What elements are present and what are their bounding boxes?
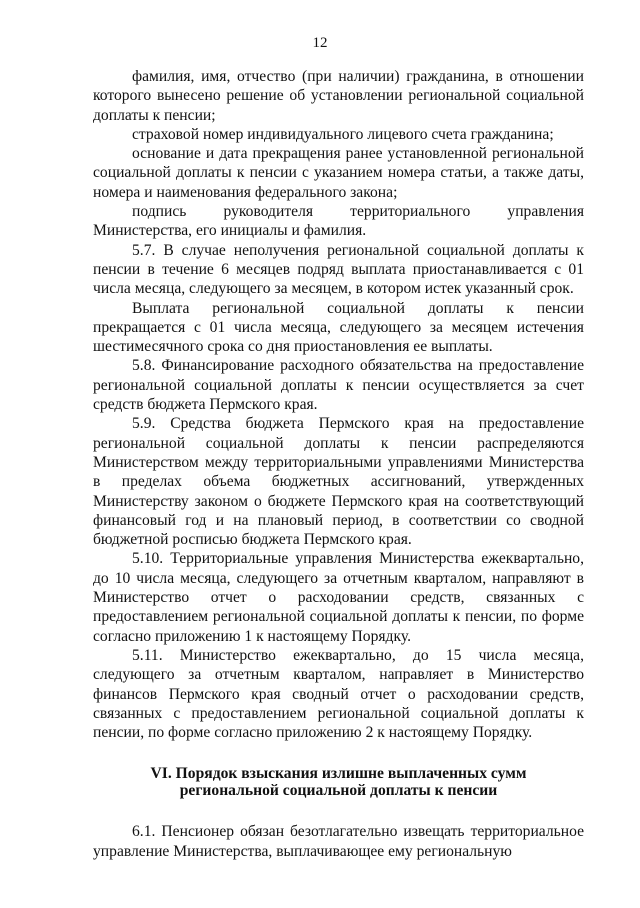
paragraph-6-1: 6.1. Пенсионер обязан безотлагательно извещать территориальное управление Министерства, выплачивающее ему региональную	[93, 823, 584, 860]
paragraph-5-8: 5.8. Финансирование расходного обязательства на предоставление региональной социальной доплаты к пенсии осуществляется за счет средств бюджета Пермского края.	[93, 357, 584, 414]
paragraph-signature: подпись руководителя территориального управления Министерства, его инициалы и фамилия.	[93, 203, 584, 240]
paragraph-insurance-number: страховой номер индивидуального лицевого счета гражданина;	[132, 125, 554, 143]
paragraph-applicant-name: фамилия, имя, отчество (при наличии) гражданина, в отношении которого вынесено решение об установлении региональной социальной доплаты к пенсии;	[93, 68, 584, 124]
paragraph-termination-basis: основание и дата прекращения ранее установленной региональной социальной доплаты к пенсии с указанием номера статьи, а также даты, номера и наименования федерального закона;	[93, 145, 584, 201]
paragraph-payment-termination: Выплата региональной социальной доплаты к пенсии прекращается с 01 числа месяца, следующего за месяцем истечения шестимесячного срока со дня приостановления ее выплаты.	[93, 299, 584, 356]
page-number: 12	[312, 35, 328, 51]
paragraph-5-7: 5.7. В случае неполучения региональной социальной доплаты к пенсии в течение 6 месяцев подряд выплата приостанавливается с 01 числа месяца, следующего за месяцем, в котором истек указанный срок.	[93, 241, 584, 298]
document-body	[93, 67, 584, 861]
section-heading-line-2: региональной социальной доплаты к пенсии	[179, 782, 498, 800]
paragraph-5-9: 5.9. Средства бюджета Пермского края на предоставление региональной социальной доплаты к пенсии распределяются Министерством между территориальными управлениями Министерства в пределах объема бюджетных ассигнований, утвержденных Министерству законом о бюджете Пермского края на соответствующий финансовый год и на плановый период, в соответствии со сводной бюджетной росписью бюджета Пермского края.	[93, 415, 584, 549]
section-heading-line-1: VI. Порядок взыскания излишне выплаченных сумм	[150, 765, 527, 783]
paragraph-5-11: 5.11. Министерство ежеквартально, до 15 числа месяца, следующего за отчетным кварталом, направляет в Министерство финансов Пермского края сводный отчет о расходовании средств, связанных с предоставлением региональной социальной доплаты к пенсии, по форме согласно приложению 2 к настоящему Порядку.	[93, 646, 584, 742]
paragraph-5-10: 5.10. Территориальные управления Министерства ежеквартально, до 10 числа месяца, следующего за отчетным кварталом, направляют в Министерство отчет о расходовании средств, связанных с предоставлением региональной социальной доплаты к пенсии, по форме согласно приложению 1 к настоящему Порядку.	[93, 550, 584, 645]
section-heading	[93, 765, 584, 799]
